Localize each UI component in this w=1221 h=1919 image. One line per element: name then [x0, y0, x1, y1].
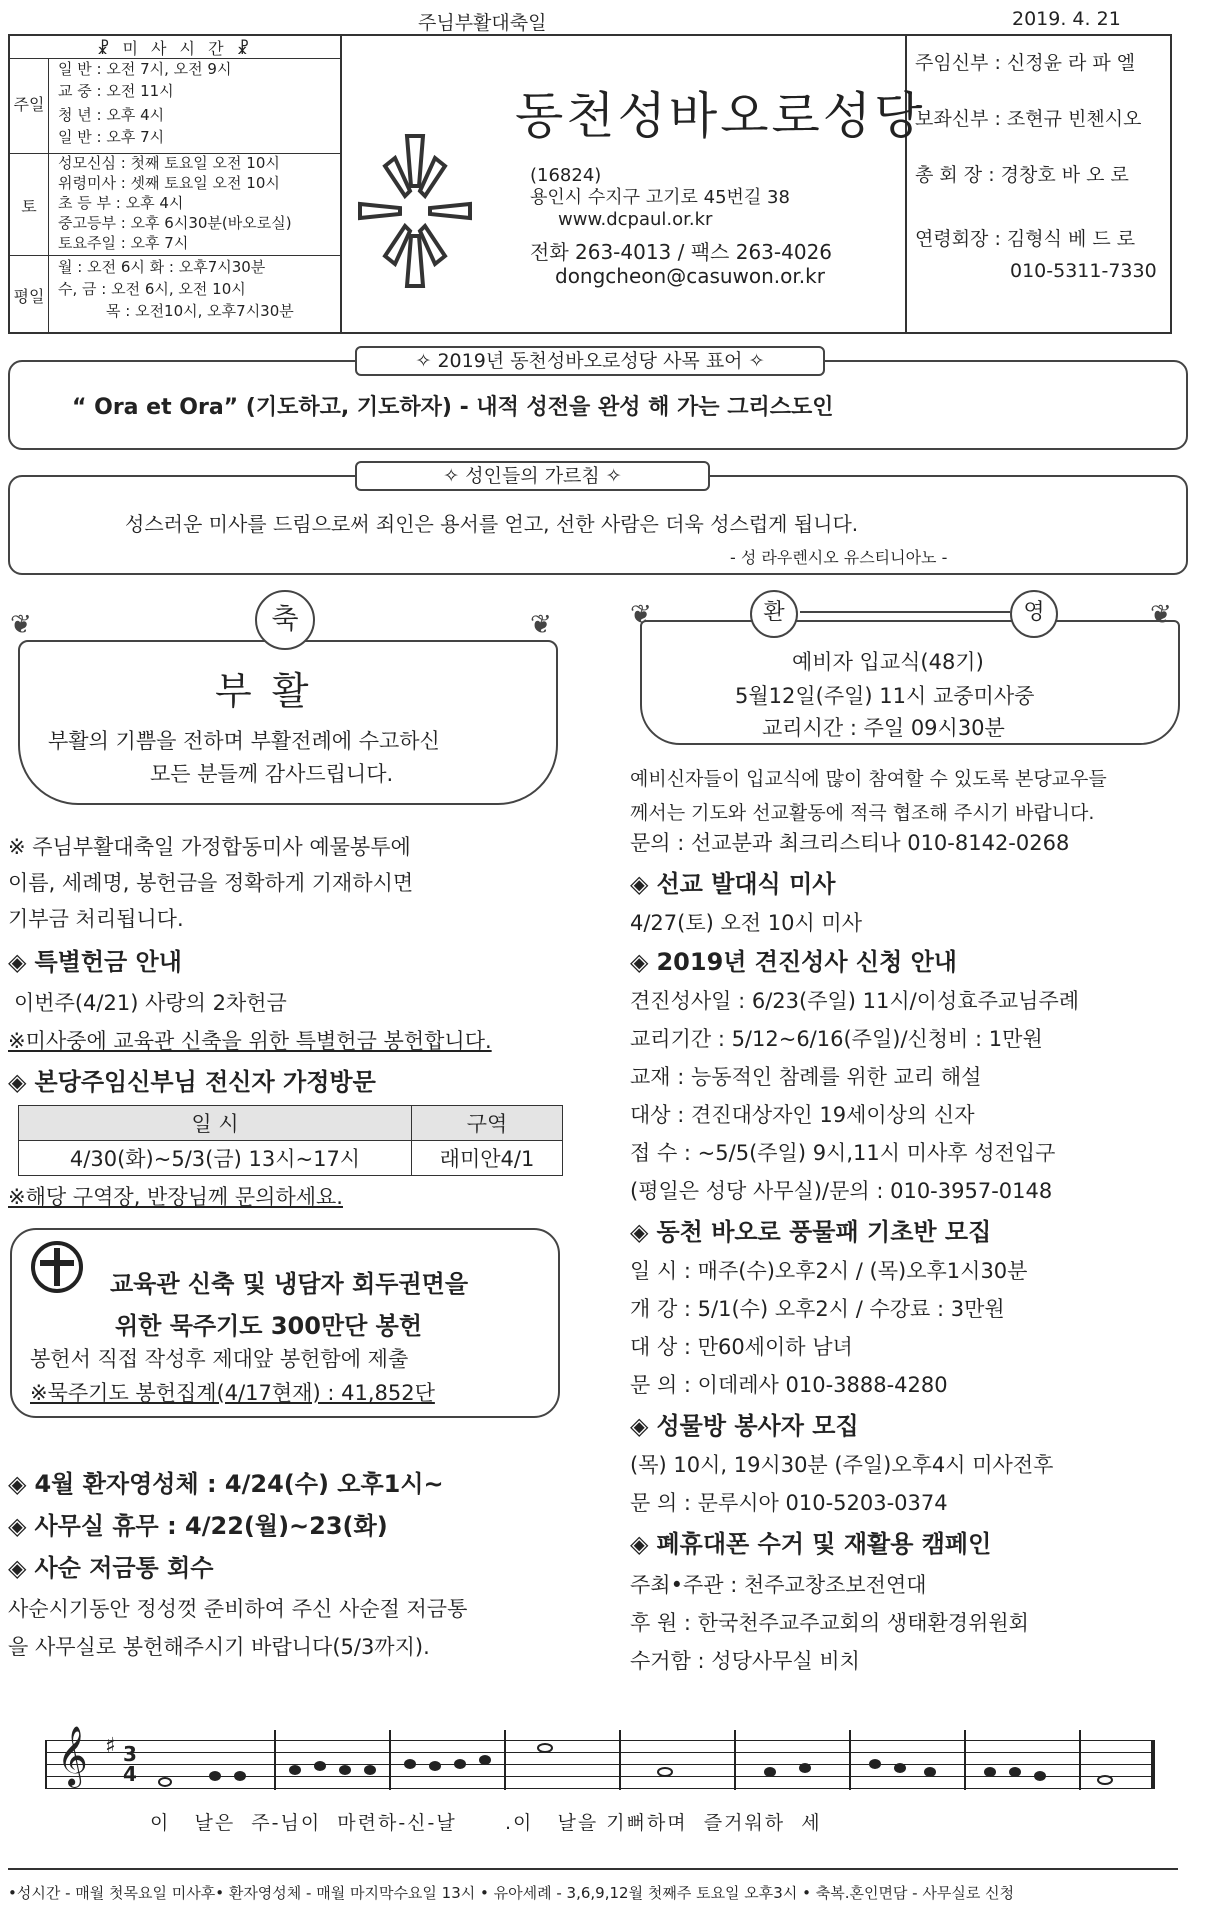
visit-head-date: 일 시 — [19, 1106, 412, 1141]
easter-text: 모든 분들께 감사드립니다. — [150, 762, 394, 786]
diamond-icon: ◈ — [8, 948, 27, 976]
motto-tag: ✧ 2019년 동천성바오로성당 사목 표어 ✧ — [355, 346, 825, 376]
section-heading — [8, 944, 182, 980]
clergy-phone: 010-5311-7330 — [1010, 260, 1157, 282]
mass-saturday-line: 위령미사 : 셋째 토요일 오전 10시 — [58, 174, 280, 192]
mass-weekday-label: 평일 — [13, 287, 45, 306]
visit-title: 본당주임신부님 전신자 가정방문 — [34, 1068, 376, 1096]
lent-title: 사순 저금통 회수 — [34, 1554, 214, 1582]
welcome-intro: 예비신자들이 입교식에 많이 참여할 수 있도록 본당교우들 — [630, 768, 1107, 790]
section-heading — [630, 1526, 991, 1562]
section-heading — [630, 1408, 859, 1444]
left-note: 기부금 처리됩니다. — [8, 907, 184, 931]
welcome-intro: 께서는 기도와 선교활동에 적극 협조해 주시기 바랍니다. — [630, 802, 1095, 824]
drum-line: 문 의 : 이데레사 010-3888-4280 — [630, 1373, 948, 1397]
clergy-role: 주임신부 — [915, 52, 989, 74]
easter-title: 부 활 — [215, 669, 313, 713]
mass-weekday-line: 목 : 오전10시, 오후7시30분 — [106, 302, 294, 320]
visit-head-area: 구역 — [412, 1106, 563, 1141]
phone-campaign-line: 후 원 : 한국천주교주교회의 생태환경위원회 — [630, 1611, 1029, 1635]
church-email[interactable]: dongcheon@casuwon.or.kr — [555, 264, 825, 288]
drum-line: 일 시 : 매주(수)오후2시 / (목)오후1시30분 — [630, 1259, 1028, 1283]
confirmation-title: 2019년 견진성사 신청 안내 — [656, 948, 957, 976]
mass-sunday-line: 일 반 : 오전 7시, 오전 9시 — [58, 60, 232, 78]
saints-author: - 성 라우렌시오 유스티니아노 - — [730, 548, 948, 567]
mass-sunday-label: 주일 — [13, 95, 45, 114]
mass-saturday-line: 성모신심 : 첫째 토요일 오전 10시 — [58, 154, 280, 172]
drum-line: 대 상 : 만60세이하 남녀 — [630, 1335, 853, 1359]
welcome-line: 예비자 입교식(48기) — [792, 650, 984, 674]
parish-logo-icon — [30, 1240, 84, 1294]
sick-communion: 4월 환자영성체 : 4/24(수) 오후1시~ — [34, 1470, 444, 1498]
music-notes — [145, 1720, 1145, 1810]
occasion-title: 주님부활대축일 — [418, 12, 547, 34]
section-heading — [630, 1214, 991, 1250]
church-phone: 전화 263-4013 / 팩스 263-4026 — [530, 240, 833, 264]
phone-campaign-title: 폐휴대폰 수거 및 재활용 캠페인 — [656, 1530, 992, 1558]
music-staff — [45, 1726, 1155, 1788]
mass-weekday-line: 수, 금 : 오전 6시, 오전 10시 — [58, 280, 246, 298]
mass-saturday-line: 중고등부 : 오후 6시30분(바오로실) — [58, 214, 292, 232]
special-offering-line: ※미사중에 교육관 신축을 위한 특별헌금 봉헌합니다. — [8, 1029, 492, 1053]
diamond-icon: ◈ — [630, 1530, 649, 1558]
shop-title: 성물방 봉사자 모집 — [656, 1412, 859, 1440]
prayer-title: 교육관 신축 및 냉담자 회두권면을 — [110, 1270, 468, 1298]
prayer-count: ※묵주기도 봉헌집계(4/17현재) : 41,852단 — [30, 1381, 435, 1405]
confirmation-line: 교재 : 능동적인 참례를 위한 교리 해설 — [630, 1065, 982, 1089]
confirmation-line: 교리기간 : 5/12~6/16(주일)/신청비 : 1만원 — [630, 1027, 1043, 1051]
drum-line: 개 강 : 5/1(수) 오후2시 / 수강료 : 3만원 — [630, 1297, 1005, 1321]
hymn-lyrics: 이 날은 주-님이 마련하-신-날 .이 날을 기뻐하며 즐거워하 세 — [150, 1812, 822, 1834]
mission-title: 선교 발대식 미사 — [656, 870, 836, 898]
sharp-icon: ♯ — [105, 1734, 116, 1759]
clergy-name: 조현규 빈첸시오 — [1006, 108, 1142, 130]
bulletin-date: 2019. 4. 21 — [1012, 8, 1121, 30]
easter-badge: 축 — [255, 590, 315, 650]
office-closed: 사무실 휴무 : 4/22(월)~23(화) — [34, 1512, 388, 1540]
diamond-icon: ◈ — [8, 1470, 27, 1498]
motto-text: “ Ora et Ora” (기도하고, 기도하자) - 내적 성전을 완성 해 가는 그리스도인 — [72, 395, 834, 420]
phone-campaign-line: 수거함 : 성당사무실 비치 — [630, 1649, 860, 1673]
confirmation-line: 접 수 : ~5/5(주일) 9시,11시 미사후 성전입구 — [630, 1141, 1056, 1165]
clergy-name: 경창호 바 오 로 — [1000, 164, 1129, 186]
footer-info: •성시간 - 매월 첫목요일 미사후• 환자영성체 - 매월 마지막수요일 13시 • 유아세례 - 3,6,9,12월 첫째주 토요일 오후3시 • 축복.혼인면담 - 사무실로 신청 — [8, 1884, 1015, 1902]
clergy-role: 총 회 장 — [915, 164, 983, 186]
treble-clef-icon: 𝄞 — [57, 1726, 88, 1786]
clergy-role: 연령회장 — [915, 228, 989, 250]
visit-note: ※해당 구역장, 반장님께 문의하세요. — [8, 1185, 343, 1209]
diamond-icon: ◈ — [8, 1512, 27, 1540]
ribbon-icon: ❦ — [530, 610, 552, 640]
special-offering-line: 이번주(4/21) 사랑의 2차헌금 — [14, 991, 287, 1015]
welcome-badge: 환 — [750, 590, 798, 638]
saints-quote: 성스러운 미사를 드림으로써 죄인은 용서를 얻고, 선한 사람은 더욱 성스럽게 됩니다. — [125, 512, 859, 536]
mass-times-title: ☧ 미 사 시 간 ☧ — [10, 36, 340, 59]
welcome-contact: 문의 : 선교분과 최크리스티나 010-8142-0268 — [630, 831, 1070, 855]
prayer-title: 위한 묵주기도 300만단 봉헌 — [115, 1312, 423, 1340]
clergy-name: 신정윤 라 파 엘 — [1006, 52, 1136, 74]
left-note: ※ 주님부활대축일 가정합동미사 예물봉투에 — [8, 835, 411, 859]
confirmation-line: 대상 : 견진대상자인 19세이상의 신자 — [630, 1103, 975, 1127]
clergy-row: 주임신부 : 신정윤 라 파 엘 — [915, 52, 1136, 74]
ribbon-icon: ❦ — [10, 610, 32, 640]
lent-line: 사순시기동안 정성껏 준비하여 주신 사순절 저금통 — [8, 1597, 468, 1621]
diamond-icon: ◈ — [630, 870, 649, 898]
visit-area: 래미안4/1 — [412, 1141, 563, 1176]
saints-tag: ✧ 성인들의 가르침 ✧ — [355, 461, 710, 491]
diamond-icon: ◈ — [630, 1218, 649, 1246]
clergy-role: 보좌신부 — [915, 108, 989, 130]
section-heading — [630, 944, 957, 980]
mass-saturday-line: 토요주일 : 오후 7시 — [58, 234, 189, 252]
church-website[interactable]: www.dcpaul.or.kr — [558, 209, 713, 230]
diamond-icon: ◈ — [630, 1412, 649, 1440]
clergy-row: 총 회 장 : 경창호 바 오 로 — [915, 164, 1129, 186]
clergy-name: 김형식 베 드 로 — [1006, 228, 1136, 250]
section-heading — [8, 1466, 444, 1502]
visit-date: 4/30(화)~5/3(금) 13시~17시 — [19, 1141, 412, 1176]
section-heading — [8, 1550, 213, 1586]
confirmation-line: 견진성사일 : 6/23(주일) 11시/이성효주교님주례 — [630, 989, 1080, 1013]
church-address: 용인시 수지구 고기로 45번길 38 — [530, 187, 790, 208]
mission-line: 4/27(토) 오전 10시 미사 — [630, 911, 863, 935]
mass-sunday-line: 청 년 : 오후 4시 — [58, 106, 165, 124]
mass-weekday-line: 월 : 오전 6시 화 : 오후7시30분 — [58, 258, 266, 276]
diamond-icon: ◈ — [8, 1068, 27, 1096]
lent-line: 을 사무실로 봉헌해주시기 바랍니다(5/3까지). — [8, 1635, 430, 1659]
clergy-row: 연령회장 : 김형식 베 드 로 — [915, 228, 1136, 250]
mass-saturday-label: 토 — [21, 197, 37, 216]
mass-saturday-line: 초 등 부 : 오후 4시 — [58, 194, 184, 212]
visit-table — [18, 1105, 563, 1176]
footer-divider — [8, 1868, 1178, 1870]
welcome-divider — [800, 611, 1010, 613]
welcome-badge: 영 — [1010, 590, 1058, 638]
shop-line: 문 의 : 문루시아 010-5203-0374 — [630, 1491, 948, 1515]
church-cross-logo — [355, 126, 475, 296]
easter-text: 부활의 기쁨을 전하며 부활전례에 수고하신 — [48, 729, 440, 753]
section-heading — [8, 1508, 388, 1544]
section-heading — [630, 866, 835, 902]
header-box — [8, 34, 1172, 334]
clergy-row: 보좌신부 : 조현규 빈첸시오 — [915, 108, 1142, 130]
church-name: 동천성바오로성당 — [515, 87, 926, 145]
left-note: 이름, 세례명, 봉헌금을 정확하게 기재하시면 — [8, 871, 414, 895]
section-heading — [8, 1064, 376, 1100]
welcome-line: 5월12일(주일) 11시 교중미사중 — [735, 684, 1035, 708]
phone-campaign-line: 주최•주관 : 천주교창조보전연대 — [630, 1573, 927, 1597]
diamond-icon: ◈ — [630, 948, 649, 976]
confirmation-line: (평일은 성당 사무실)/문의 : 010-3957-0148 — [630, 1179, 1053, 1203]
diamond-icon: ◈ — [8, 1554, 27, 1582]
ribbon-icon: ❦ — [1150, 600, 1172, 630]
mass-sunday-line: 일 반 : 오후 7시 — [58, 128, 165, 146]
drum-title: 동천 바오로 풍물패 기초반 모집 — [656, 1218, 992, 1246]
church-postal: (16824) — [530, 165, 602, 186]
mass-sunday-line: 교 중 : 오전 11시 — [58, 82, 174, 100]
prayer-line: 봉헌서 직접 작성후 제대앞 봉헌함에 제출 — [30, 1347, 409, 1371]
ribbon-icon: ❦ — [630, 600, 652, 630]
shop-line: (목) 10시, 19시30분 (주일)오후4시 미사전후 — [630, 1453, 1054, 1477]
time-signature-icon: 3 4 — [123, 1742, 137, 1786]
special-offering-title: 특별헌금 안내 — [34, 948, 182, 976]
welcome-line: 교리시간 : 주일 09시30분 — [762, 716, 1005, 740]
